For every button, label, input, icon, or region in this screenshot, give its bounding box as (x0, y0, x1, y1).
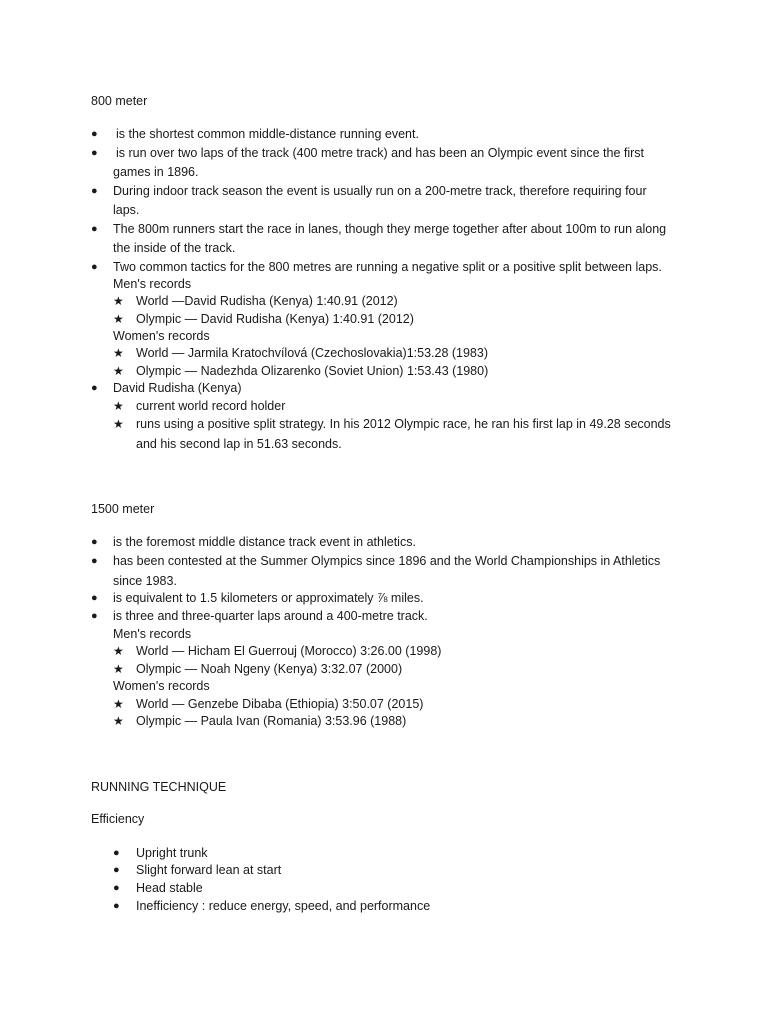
list-item: Slight forward lean at start (136, 863, 282, 877)
list-item: is three and three-quarter laps around a 400-metre track. (113, 609, 428, 623)
record-item: Olympic — Nadezhda Olizarenko (Soviet Union) 1:53.43 (1980) (136, 364, 489, 378)
bullet-dot: ● (91, 128, 98, 140)
list-item-continuation: games in 1896. (113, 165, 199, 179)
record-item: Olympic — Noah Ngeny (Kenya) 3:32.07 (2000) (136, 662, 403, 676)
record-item: World — Hicham El Guerrouj (Morocco) 3:26.00 (1998) (136, 644, 442, 658)
bullet-dot: ● (91, 592, 98, 604)
bullet-dot: ● (91, 610, 98, 622)
bullet-dot: ● (113, 847, 120, 859)
star-icon: ★ (113, 399, 124, 413)
list-item-continuation: since 1983. (113, 574, 177, 588)
list-item: Two common tactics for the 800 metres are running a negative split or a positive split between laps. (113, 260, 662, 274)
bullet-dot: ● (113, 864, 120, 876)
star-icon: ★ (113, 714, 124, 728)
record-item: World — Jarmila Kratochvílová (Czechoslovakia)1:53.28 (1983) (136, 346, 489, 360)
bullet-dot: ● (91, 223, 98, 235)
list-item: Upright trunk (136, 846, 208, 860)
star-icon: ★ (113, 346, 124, 360)
list-item: is the shortest common middle-distance running event. (116, 127, 419, 141)
record-item: World — Genzebe Dibaba (Ethiopia) 3:50.07 (2015) (136, 697, 424, 711)
list-item-continuation: laps. (113, 203, 140, 217)
star-icon: ★ (113, 417, 124, 431)
list-item: Head stable (136, 881, 203, 895)
star-icon: ★ (113, 697, 124, 711)
star-icon: ★ (113, 662, 124, 676)
bullet-dot: ● (91, 536, 98, 548)
bullet-dot: ● (113, 882, 120, 894)
subsection-title-efficiency: Efficiency (91, 812, 145, 826)
section-title-technique: RUNNING TECHNIQUE (91, 780, 227, 794)
section-title-1500: 1500 meter (91, 502, 155, 516)
list-item: During indoor track season the event is usually run on a 200-metre track, therefore requiring four (113, 184, 647, 198)
bullet-dot: ● (91, 147, 98, 159)
list-item: is the foremost middle distance track event in athletics. (113, 535, 416, 549)
bullet-dot: ● (91, 555, 98, 567)
list-item: David Rudisha (Kenya) (113, 381, 242, 395)
mens-records-label: Men's records (113, 627, 192, 641)
sub-item-continuation: and his second lap in 51.63 seconds. (136, 437, 342, 451)
section-title-800: 800 meter (91, 94, 148, 108)
womens-records-label: Women's records (113, 679, 210, 693)
list-item: The 800m runners start the race in lanes, though they merge together after about 100m to run along (113, 222, 667, 236)
sub-item: current world record holder (136, 399, 286, 413)
star-icon: ★ (113, 294, 124, 308)
record-item: Olympic — Paula Ivan (Romania) 3:53.96 (1988) (136, 714, 407, 728)
star-icon: ★ (113, 364, 124, 378)
bullet-dot: ● (91, 185, 98, 197)
bullet-dot: ● (91, 261, 98, 273)
list-item: has been contested at the Summer Olympics since 1896 and the World Championships in Athletics (113, 554, 661, 568)
bullet-dot: ● (113, 900, 120, 912)
bullet-dot: ● (91, 382, 98, 394)
record-item: World —David Rudisha (Kenya) 1:40.91 (2012) (136, 294, 398, 308)
list-item-continuation: the inside of the track. (113, 241, 236, 255)
mens-records-label: Men's records (113, 277, 192, 291)
list-item: Inefficiency : reduce energy, speed, and performance (136, 899, 431, 913)
womens-records-label: Women's records (113, 329, 210, 343)
list-item: is run over two laps of the track (400 metre track) and has been an Olympic event since the first (116, 146, 645, 160)
sub-item: runs using a positive split strategy. In his 2012 Olympic race, he ran his first lap in 49.28 seconds (136, 417, 671, 431)
record-item: Olympic — David Rudisha (Kenya) 1:40.91 (2012) (136, 312, 414, 326)
star-icon: ★ (113, 312, 124, 326)
star-icon: ★ (113, 644, 124, 658)
list-item: is equivalent to 1.5 kilometers or approximately ⅞ miles. (113, 591, 424, 605)
